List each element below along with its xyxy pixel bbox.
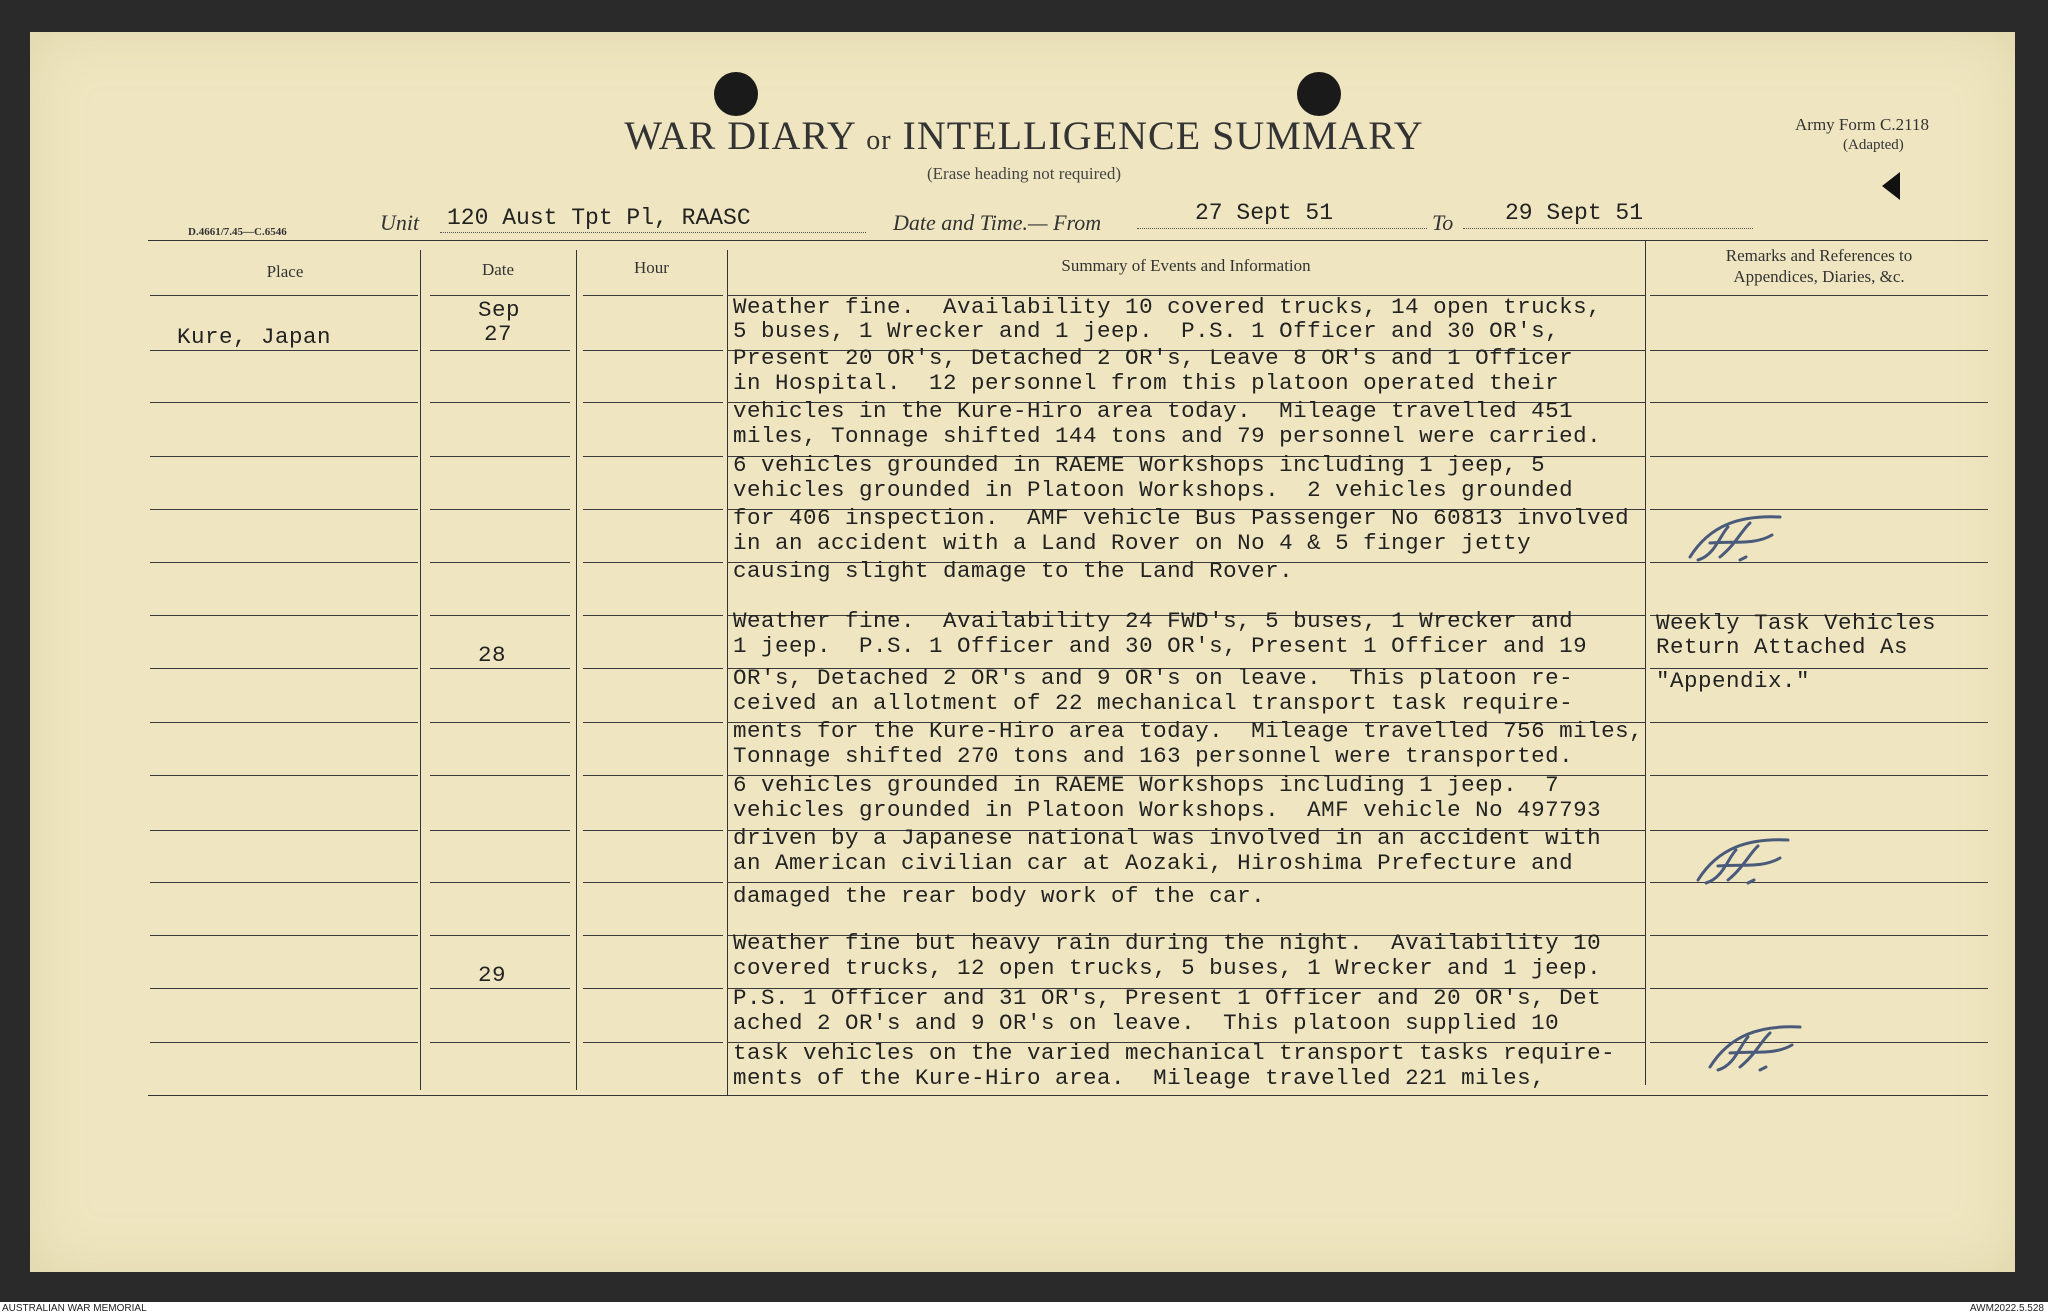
unit-underline — [440, 232, 866, 233]
row-rule — [150, 830, 418, 831]
row-rule — [430, 722, 570, 723]
to-underline — [1463, 228, 1753, 229]
row-rule — [150, 456, 418, 457]
row-rule — [430, 615, 570, 616]
summary-line: task vehicles on the varied mechanical transport tasks require- — [733, 1040, 1616, 1066]
remarks-line-1: Weekly Task Vehicles — [1656, 610, 1937, 636]
row-rule — [430, 562, 570, 563]
row-rule — [1650, 988, 1988, 989]
summary-line: damaged the rear body work of the car. — [733, 883, 1266, 909]
row-rule — [583, 722, 723, 723]
col-header-remarks — [1650, 245, 1988, 287]
unit-value: 120 Aust Tpt Pl, RAASC — [447, 205, 751, 231]
footer-accession: AWM2022.5.528 — [1969, 1303, 2044, 1314]
row-rule — [430, 668, 570, 669]
summary-line: 1 jeep. P.S. 1 Officer and 30 OR's, Present 1 Officer and 19 — [733, 633, 1588, 659]
row-rule — [583, 988, 723, 989]
remarks-line-3: "Appendix." — [1656, 668, 1811, 694]
summary-line: Weather fine. Availability 10 covered trucks, 14 open trucks, — [733, 294, 1602, 320]
summary-line: Weather fine. Availability 24 FWD's, 5 buses, 1 Wrecker and — [733, 608, 1574, 634]
summary-line: 5 buses, 1 Wrecker and 1 jeep. P.S. 1 Officer and 30 OR's, — [733, 318, 1560, 344]
row-rule — [1650, 456, 1988, 457]
row-rule — [430, 1042, 570, 1043]
row-rule — [583, 350, 723, 351]
title-war-diary: WAR DIARY — [624, 113, 856, 158]
col-header-date: Date — [481, 260, 515, 279]
col-header-place: Place — [266, 262, 304, 281]
signature-initial-3 — [1700, 1015, 1820, 1085]
row-rule — [583, 615, 723, 616]
title-intelligence-summary: INTELLIGENCE SUMMARY — [902, 113, 1424, 158]
row-rule — [583, 295, 723, 296]
summary-line: in an accident with a Land Rover on No 4 & 5 finger jetty — [733, 530, 1532, 556]
row-rule — [430, 882, 570, 883]
row-rule — [150, 1042, 418, 1043]
row-rule — [1650, 722, 1988, 723]
to-label: To — [1432, 210, 1454, 235]
col-divider-hour — [727, 250, 728, 1095]
col-header-hour: Hour — [634, 258, 669, 277]
from-value: 27 Sept 51 — [1195, 200, 1334, 226]
place-entry: Kure, Japan — [177, 324, 332, 350]
row-rule — [1650, 350, 1988, 351]
page-title — [0, 112, 2048, 159]
row-rule — [150, 882, 418, 883]
table-bottom-rule — [148, 1095, 1988, 1096]
signature-initial-1 — [1680, 505, 1800, 575]
summary-line: for 406 inspection. AMF vehicle Bus Passenger No 60813 involved — [733, 505, 1630, 531]
row-rule — [150, 402, 418, 403]
from-underline — [1137, 228, 1427, 229]
row-rule — [150, 668, 418, 669]
summary-line: ached 2 OR's and 9 OR's on leave. This platoon supplied 10 — [733, 1010, 1560, 1036]
summary-line: vehicles grounded in Platoon Workshops. AMF vehicle No 497793 — [733, 797, 1602, 823]
row-rule — [583, 668, 723, 669]
date-month: Sep — [478, 297, 521, 323]
summary-line: vehicles in the Kure-Hiro area today. Mileage travelled 451 — [733, 398, 1574, 424]
row-rule — [430, 775, 570, 776]
army-form-number: Army Form C.2118 — [1795, 115, 1929, 134]
summary-line: driven by a Japanese national was involved in an accident with — [733, 825, 1602, 851]
title-or: or — [866, 125, 892, 156]
summary-line: causing slight damage to the Land Rover. — [733, 558, 1294, 584]
row-rule — [583, 456, 723, 457]
row-rule — [430, 456, 570, 457]
col-divider-date — [576, 250, 577, 1090]
summary-line: ments for the Kure-Hiro area today. Mileage travelled 756 miles, — [733, 718, 1644, 744]
date-time-from-label: Date and Time.— From — [893, 210, 1102, 235]
col-divider-summary — [1645, 240, 1646, 1085]
adapted-note: (Adapted) — [1843, 137, 1904, 153]
date-27: 27 — [484, 321, 513, 347]
punch-hole-left — [714, 72, 758, 116]
summary-line: covered trucks, 12 open trucks, 5 buses, 1 Wrecker and 1 jeep. — [733, 955, 1602, 981]
col-header-summary: Summary of Events and Information — [1061, 256, 1311, 275]
signature-initial-2 — [1688, 828, 1808, 898]
footer-source: AUSTRALIAN WAR MEMORIAL — [2, 1303, 147, 1314]
remarks-header-line2: Appendices, Diaries, &c. — [1733, 267, 1905, 286]
row-rule — [430, 509, 570, 510]
row-rule — [1650, 402, 1988, 403]
summary-line: 6 vehicles grounded in RAEME Workshops including 1 jeep. 7 — [733, 772, 1560, 798]
army-form-label — [1795, 115, 1995, 155]
row-rule — [430, 830, 570, 831]
to-value: 29 Sept 51 — [1505, 200, 1644, 226]
row-rule — [583, 935, 723, 936]
row-rule — [150, 350, 418, 351]
summary-line: vehicles grounded in Platoon Workshops. 2 vehicles grounded — [733, 477, 1574, 503]
summary-line: Weather fine but heavy rain during the night. Availability 10 — [733, 930, 1602, 956]
table-top-rule — [148, 240, 1988, 241]
row-rule — [150, 722, 418, 723]
remarks-line-2: Return Attached As — [1656, 634, 1909, 660]
summary-line: P.S. 1 Officer and 31 OR's, Present 1 Officer and 20 OR's, Det — [733, 985, 1602, 1011]
row-rule — [150, 295, 418, 296]
row-rule — [583, 562, 723, 563]
row-rule — [150, 935, 418, 936]
row-rule — [583, 1042, 723, 1043]
summary-line: Present 20 OR's, Detached 2 OR's, Leave 8 OR's and 1 Officer — [733, 345, 1574, 371]
row-rule — [150, 775, 418, 776]
summary-line: miles, Tonnage shifted 144 tons and 79 personnel were carried. — [733, 423, 1602, 449]
date-28: 28 — [478, 642, 507, 668]
row-rule — [1650, 295, 1988, 296]
row-rule — [583, 882, 723, 883]
form-reference: D.4661/7.45—C.6546 — [188, 226, 287, 238]
summary-line: Tonnage shifted 270 tons and 163 personnel were transported. — [733, 743, 1574, 769]
summary-line: an American civilian car at Aozaki, Hiroshima Prefecture and — [733, 850, 1574, 876]
date-29: 29 — [478, 962, 507, 988]
row-rule — [150, 509, 418, 510]
row-rule — [150, 615, 418, 616]
row-rule — [430, 935, 570, 936]
row-rule — [430, 402, 570, 403]
row-rule — [150, 562, 418, 563]
col-divider-place — [420, 250, 421, 1090]
summary-line: OR's, Detached 2 OR's and 9 OR's on leave. This platoon re- — [733, 665, 1574, 691]
row-rule — [583, 775, 723, 776]
row-rule — [150, 988, 418, 989]
summary-line: ments of the Kure-Hiro area. Mileage travelled 221 miles, — [733, 1065, 1546, 1091]
row-rule — [430, 350, 570, 351]
remarks-header-line1: Remarks and References to — [1725, 246, 1913, 265]
row-rule — [583, 402, 723, 403]
summary-line: in Hospital. 12 personnel from this platoon operated their — [733, 370, 1560, 396]
summary-line: ceived an allotment of 22 mechanical transport task require- — [733, 690, 1574, 716]
row-rule — [430, 295, 570, 296]
arrow-marker-icon — [1882, 172, 1900, 200]
row-rule — [1650, 935, 1988, 936]
row-rule — [583, 509, 723, 510]
summary-line: 6 vehicles grounded in RAEME Workshops including 1 jeep, 5 — [733, 452, 1546, 478]
row-rule — [583, 830, 723, 831]
row-rule — [430, 988, 570, 989]
row-rule — [1650, 775, 1988, 776]
unit-label: Unit — [380, 210, 420, 235]
punch-hole-right — [1297, 72, 1341, 116]
erase-note: (Erase heading not required) — [927, 164, 1121, 183]
